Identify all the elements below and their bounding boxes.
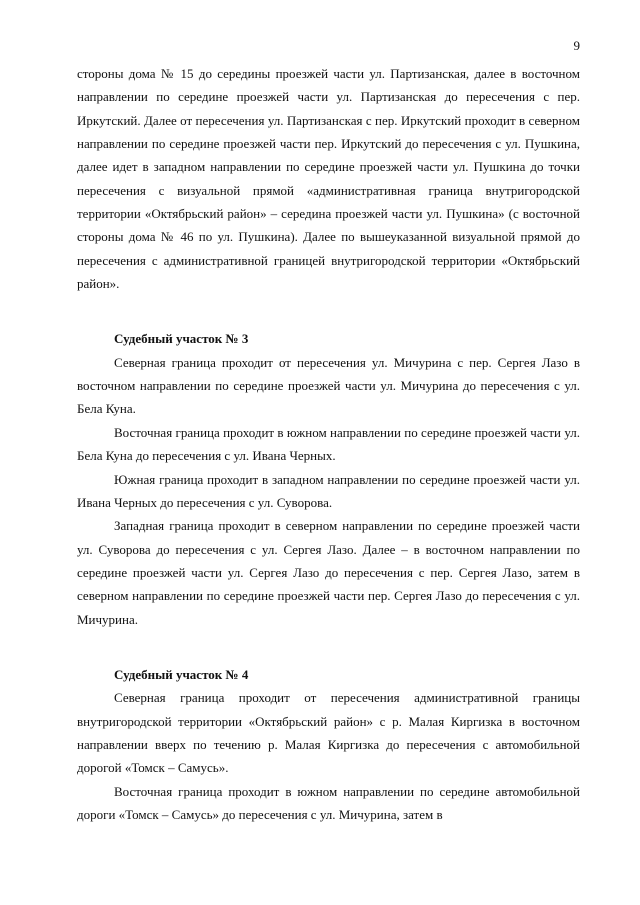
section-3-heading: Судебный участок № 3: [114, 331, 249, 347]
page-number: 9: [573, 38, 580, 53]
section-4-paragraph: Восточная граница проходит в южном направлении по середине автомобильной дороги «Томск – Самусь» до пересечения с ул. Мичурина, затем в: [77, 783, 580, 822]
intro-paragraph: стороны дома № 15 до середины проезжей части ул. Партизанская, далее в восточном направлении по середине проезжей части ул. Партизанская до пересечения с пер. Иркутский. Далее от пересечения ул. Партизанская с пер. Иркутский проходит в северном направлении по середине проезжей части пер. Иркутский до пересечения с ул. Пушкина, далее идет в западном направлении по середине проезжей части ул. Пушкина до точки пересечения с визуальной прямой «административная граница внутригородской территории «Октябрьский район» – середина проезжей части ул. Пушкина» (с восточной стороны дома № 46 по ул. Пушкина). Далее по вышеуказанной визуальной прямой до пересечения с административной границей внутригородской территории «Октябрьский район».: [77, 66, 580, 292]
section-3-paragraph: Западная граница проходит в северном направлении по середине проезжей части ул. Суворова до пересечения с ул. Сергея Лазо. Далее – в восточном направлении по середине проезжей части ул. Сергея Лазо до пересечения с пер. Сергея Лазо, затем в северном направлении по середине проезжей части пер. Сергея Лазо до пересечения с ул. Мичурина.: [77, 518, 580, 627]
section-4-paragraph: Северная граница проходит от пересечения административной границы внутригородской территории «Октябрьский район» с р. Малая Киргизка в восточном направлении вверх по течению р. Малая Киргизка до пересечения с автомобильной дорогой «Томск – Самусь».: [77, 690, 580, 776]
section-gap: [77, 631, 580, 654]
document-body: [77, 62, 580, 826]
section-3-paragraph: Восточная граница проходит в южном направлении по середине проезжей части ул. Бела Куна до пересечения с ул. Ивана Черных.: [77, 424, 580, 464]
section-gap: [77, 295, 580, 318]
section-3-paragraph: Южная граница проходит в западном направлении по середине проезжей части ул. Ивана Черных до пересечения с ул. Суворова.: [77, 471, 580, 510]
section-4-heading: Судебный участок № 4: [114, 666, 249, 682]
section-3-paragraph: Северная граница проходит от пересечения ул. Мичурина с пер. Сергея Лазо в восточном направлении по середине проезжей части ул. Мичурина до пересечения с ул. Бела Куна.: [77, 354, 580, 417]
